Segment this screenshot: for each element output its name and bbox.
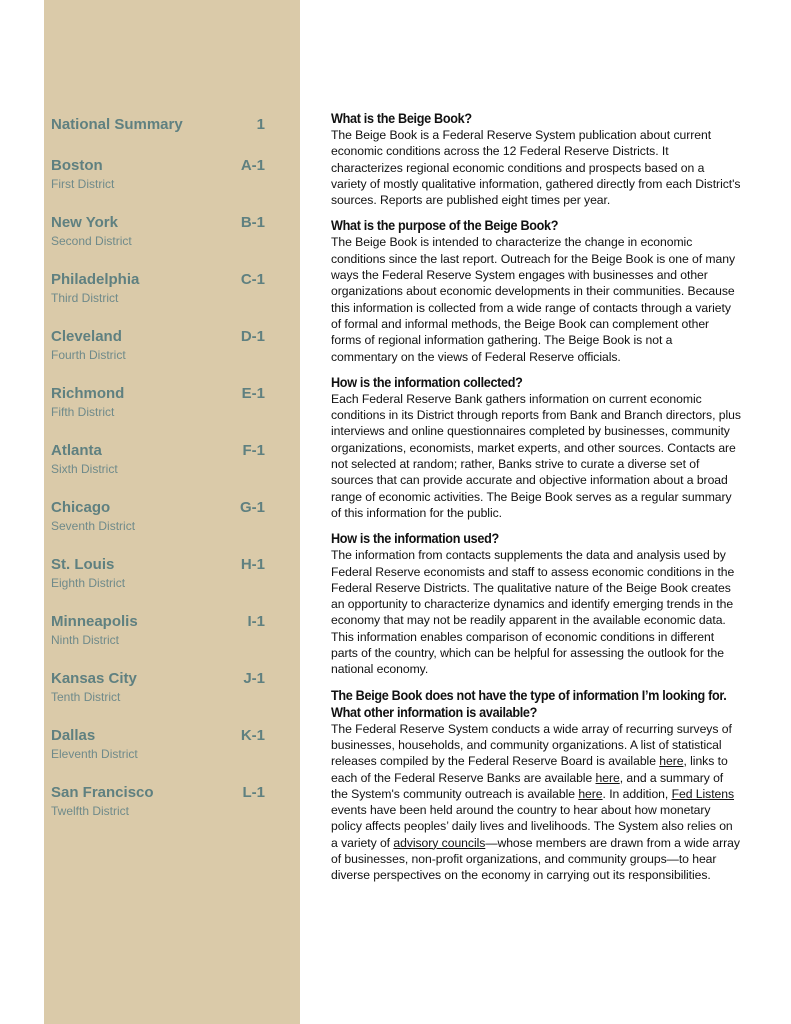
- toc-entry-district: Tenth District: [51, 690, 121, 704]
- toc-entry-page: D-1: [240, 328, 265, 345]
- answer-text: —whose members are drawn from a wide array of businesses, non-profit organizations, and community groups—to hear diverse perspectives on the economy in carrying out its responsibilities.: [331, 835, 740, 883]
- answer-text: , links to each of the Federal Reserve Banks are available: [331, 754, 728, 785]
- answer-text: , and a summary of the System's community outreach is available: [331, 770, 724, 801]
- toc-entry-district: Twelfth District: [51, 804, 130, 818]
- advisory-councils-link[interactable]: advisory councils: [393, 835, 486, 850]
- toc-entry-district: Sixth District: [51, 462, 118, 476]
- toc-entry-page: H-1: [240, 556, 265, 573]
- toc-list: [51, 116, 265, 841]
- toc-entry-new-york[interactable]: [51, 214, 265, 271]
- toc-entry-district: Eleventh District: [51, 747, 138, 761]
- table-of-contents-sidebar: [44, 0, 300, 1024]
- toc-entry-district: Seventh District: [51, 519, 136, 533]
- toc-entry-district: First District: [51, 177, 115, 191]
- reserve-banks-link[interactable]: here: [595, 770, 620, 785]
- faq-question: How is the information used?: [331, 531, 499, 547]
- toc-entry-richmond[interactable]: [51, 385, 265, 442]
- toc-entry-minneapolis[interactable]: [51, 613, 265, 670]
- toc-entry-page: A-1: [240, 157, 265, 174]
- toc-entry-name: National Summary: [51, 116, 183, 133]
- faq-answer: The Beige Book is a Federal Reserve System publication about current economic conditions across the 12 Federal Reserve Districts. It characterizes regional economic conditions and prospects based on a variety of mostly qualitative information, gathered directly from each District's sources. Reports are published eight times per year.: [331, 128, 741, 208]
- toc-entry-dallas[interactable]: [51, 727, 265, 784]
- toc-entry-name: Cleveland: [51, 328, 122, 345]
- toc-entry-atlanta[interactable]: [51, 442, 265, 499]
- faq-question: What is the Beige Book?: [331, 111, 472, 126]
- toc-entry-district: Eighth District: [51, 576, 126, 590]
- toc-entry-name: Boston: [51, 157, 103, 174]
- toc-entry-name: Dallas: [51, 727, 96, 744]
- fed-listens-link[interactable]: Fed Listens: [671, 786, 735, 801]
- toc-entry-page: J-1: [243, 670, 265, 687]
- toc-entry-district: Fifth District: [51, 405, 115, 419]
- answer-text: . In addition,: [602, 786, 672, 801]
- answer-text: events have been held around the country to hear about how monetary policy affects peoples’ daily lives and livelihoods. The System also relies on a variety of: [331, 803, 733, 850]
- toc-entry-page: L-1: [242, 784, 265, 801]
- toc-entry-name: San Francisco: [51, 784, 154, 801]
- faq-answer: Each Federal Reserve Bank gathers information on current economic conditions in its District through reports from Bank and Branch directors, plus interviews and online questionnaires completed by businesses, community organizations, economists, market experts, and other sources. Contacts are not selected at random; rather, Banks strive to curate a diverse set of sources that can provide accurate and objective information about a broad range of economic activities. The Beige Book serves as a regular summary of this information for the public.: [331, 391, 741, 520]
- toc-entry-page: E-1: [241, 385, 265, 402]
- toc-entry-name: Philadelphia: [51, 271, 140, 288]
- toc-entry-name: Atlanta: [51, 442, 102, 459]
- toc-entry-kansas-city[interactable]: [51, 670, 265, 727]
- toc-entry-cleveland[interactable]: [51, 328, 265, 385]
- toc-entry-philadelphia[interactable]: [51, 271, 265, 328]
- toc-entry-boston[interactable]: [51, 157, 265, 214]
- faq-answer: [331, 721, 741, 884]
- toc-entry-name: Chicago: [51, 499, 111, 516]
- answer-text: The Federal Reserve System conducts a wide array of recurring surveys of businesses, households, and community organizations. A list of statistical releases compiled by the Federal Reserve Board is available: [331, 721, 732, 769]
- toc-entry-name: St. Louis: [51, 556, 115, 573]
- toc-entry-page: B-1: [240, 214, 265, 231]
- faq-question: How is the information collected?: [331, 374, 523, 390]
- toc-entry-page: C-1: [240, 271, 265, 288]
- faq-answer: The information from contacts supplements the data and analysis used by Federal Reserve economists and staff to assess economic conditions in the Federal Reserve Districts. The qualitative nature of the Beige Book creates an opportunity to characterize dynamics and identify emerging trends in the economy that may not be readily apparent in the available economic data. This information enables comparison of economic conditions in different parts of the country, which can be helpful for assessing the outlook for the national economy.: [331, 548, 735, 677]
- toc-entry-name: Richmond: [51, 385, 125, 402]
- toc-entry-district: Third District: [51, 291, 119, 305]
- toc-entry-national-summary[interactable]: [51, 116, 265, 157]
- toc-entry-name: New York: [51, 214, 118, 231]
- toc-entry-name: Minneapolis: [51, 613, 138, 630]
- toc-entry-page: F-1: [242, 442, 265, 459]
- toc-entry-page: K-1: [240, 727, 265, 744]
- community-outreach-link[interactable]: here: [578, 786, 603, 801]
- faq-content: [331, 110, 741, 893]
- toc-entry-district: Fourth District: [51, 348, 126, 362]
- toc-entry-san-francisco[interactable]: [51, 784, 265, 841]
- toc-entry-name: Kansas City: [51, 670, 137, 687]
- toc-entry-page: I-1: [247, 613, 265, 630]
- faq-question: What is the purpose of the Beige Book?: [331, 218, 559, 234]
- toc-entry-page: 1: [256, 116, 265, 133]
- statistical-releases-link[interactable]: here: [659, 754, 684, 769]
- faq-answer: The Beige Book is intended to characterize the change in economic conditions since the last report. Outreach for the Beige Book is one of many ways the Federal Reserve System engages with businesses and other organizations about economic developments in their communities. Because this information is collected from a wide range of contacts through a variety of formal and informal methods, the Beige Book can complement other forms of regional information gathering. The Beige Book is not a commentary on the views of Federal Reserve officials.: [331, 235, 736, 364]
- toc-entry-district: Second District: [51, 234, 132, 248]
- toc-entry-district: Ninth District: [51, 633, 120, 647]
- toc-entry-page: G-1: [239, 499, 265, 516]
- toc-entry-chicago[interactable]: [51, 499, 265, 556]
- faq-question: The Beige Book does not have the type of information I’m looking for. What other information is available?: [331, 687, 727, 720]
- toc-entry-st-louis[interactable]: [51, 556, 265, 613]
